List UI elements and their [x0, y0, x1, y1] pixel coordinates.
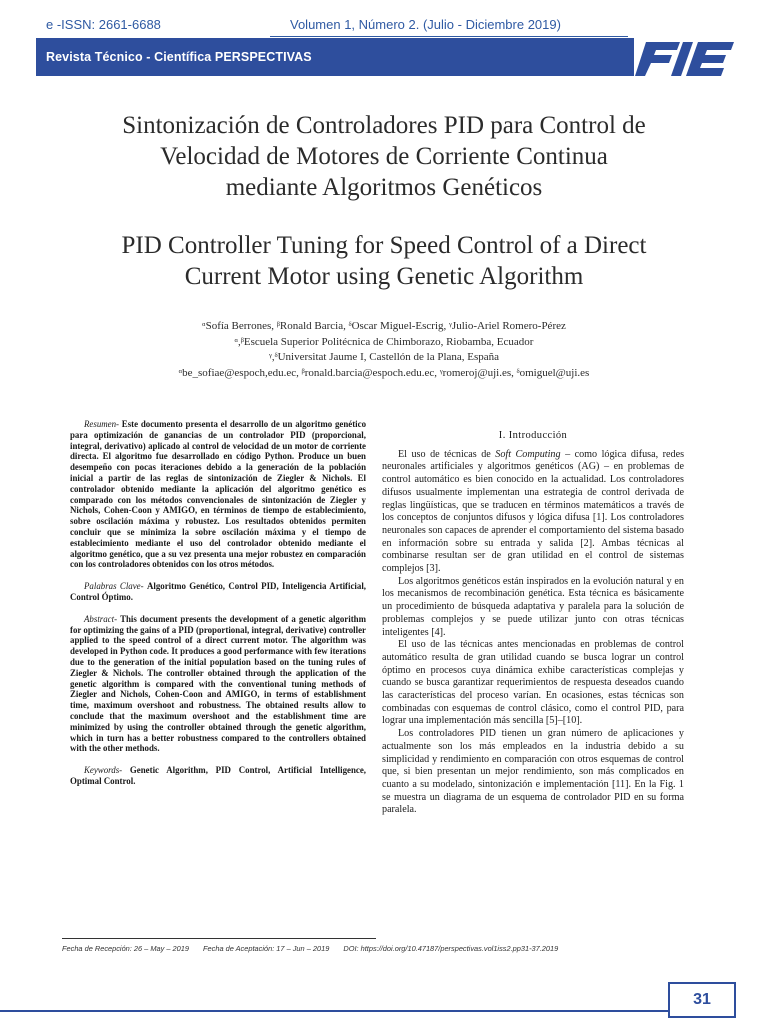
- doi-link[interactable]: DOI: https://doi.org/10.47187/perspectivas.vol1iss2.pp31-37.2019: [343, 944, 559, 953]
- keywords-paragraph: [70, 765, 366, 787]
- abstract-text: This document presents the development of a genetic algorithm for optimizing the gains of a PID (proportional, integral, derivative) controller applied to the speed control of a direct current motor. The algorithm was developed in Python code. It produces a good performance with few iterations due to the generation of the initial population based on the tuning rules of Ziegler & Nichols. The controller obtained through the application of the genetic algorithm is compared with the conventional tuning methods of Ziegler and Nichols, Cohen-Coon and AMIGO, in terms of establishment time, maximum overshoot and robustness. The obtained results allow to conclude that the maximum overshoot and the establishment time are minimized by using the controller obtained through the genetic algorithm, which in turn has a better robustness compared to the controllers obtained with the other methods.: [70, 613, 366, 754]
- volume-label: Volumen 1, Número 2. (Julio - Diciembre 2019): [290, 17, 561, 32]
- title-spanish: [40, 110, 728, 203]
- intro-p1-start: El uso de técnicas de: [398, 448, 496, 460]
- resumen-paragraph: [70, 419, 366, 570]
- keywords-label: Keywords-: [84, 765, 123, 776]
- intro-paragraph: El uso de las técnicas antes mencionadas en problemas de control automático resulta de gran utilidad cuando se busca lograr un control óptimo en procesos cuya dinámica exhibe características complejas y cuando se busca garantizar requerimientos de respuesta deseados cuando las características del proceso varían. En ocasiones, estas técnicas son combinadas con esquemas de control clásico, como el control PID, para lograr una implementación más sencilla [5]–[10].: [382, 639, 684, 727]
- footer-dates: [62, 944, 570, 953]
- acceptance-date: Fecha de Aceptación: 17 – Jun – 2019: [203, 944, 330, 953]
- palabras-paragraph: [70, 581, 366, 603]
- affiliation-1: ᵅ,ᵝEscuela Superior Politécnica de Chimborazo, Riobamba, Ecuador: [234, 335, 534, 348]
- reception-date: Fecha de Recepción: 26 – May – 2019: [62, 944, 189, 953]
- section-heading: I. Introducción: [498, 430, 568, 441]
- intro-paragraph: Los controladores PID tienen un gran número de aplicaciones y actualmente son los más empleados en la industria debido a su simplicidad y rendimiento en comparación con otros esquemas de control que, si bien presentan un mejor rendimiento, son más complicados en cuanto a su modelado, sintonización e implementación [11]. En la Fig. 1 se muestra un diagrama de un esquema de controlador PID en su forma paralela.: [382, 728, 684, 816]
- page-number: 31: [668, 982, 736, 1018]
- page-bar: [0, 1010, 668, 1012]
- author-emails: ᵅbe_sofiae@espoch,edu.ec, ᵝronald.barcia@espoch.edu.ec, ᵞromeroj@uji.es, ᵟomiguel@uji.es: [178, 366, 590, 379]
- intro-paragraph: [382, 449, 684, 576]
- resumen-text: Este documento presenta el desarrollo de un algoritmo genético para optimización de ganancias de un controlador PID (proporcional, integral, derivativo) aplicado al control de velocidad de un motor de corriente directa. El algoritmo fue desarrollado en código Python. Produce un buen desempeño con pocas iteraciones debido a la generación de la población inicial a partir de las reglas de sintonización de Ziegler & Nichols. El controlador obtenido mediante la aplicación del algoritmo genético es comparado con los métodos convencionales de sintonización de Ziegler y Nichols, Cohen-Coon y AMIGO, en términos de tiempo de establecimiento, sobre oscilación máxima y robustez. Los resultados obtenidos permiten concluir que se minimiza la sobre oscilación máxima y el tiempo de establecimiento mediante el uso del controlador obtenido mediante el algoritmo genético, que a su vez presenta una mejor robustez en comparación con los controladores obtenidos con los otros métodos.: [70, 419, 367, 570]
- intro-p1-rest: – como lógica difusa, redes neuronales artificiales y algoritmos genéticos (AG) – en problemas de control automático es bien conocido en la actualidad. Los controladores difusos usualmente implementan una estrategia de control derivada de reglas lingüísticas, que se traducen en términos matemáticos a través de los conceptos de conjuntos difusos y lógica difusa [1]. Los controladores neuronales son capaces de aprender el comportamiento del sistema basado en información sobre su entrada y salida [2]. Ambas técnicas al combinarse resultan ser de gran utilidad en el control de sistemas complejos [3].: [382, 448, 685, 575]
- header-rule: [270, 36, 628, 37]
- palabras-text: Algoritmo Genético, Control PID, Inteligencia Artificial, Control Óptimo.: [70, 581, 367, 602]
- title-english: [40, 230, 728, 292]
- introduction-column: [382, 430, 684, 817]
- abstract-column: [70, 419, 366, 798]
- affiliation-2: ᵞ,ᵟUniversitat Jaume I, Castellón de la Plana, España: [268, 351, 500, 363]
- title-es-line: Sintonización de Controladores PID para Control de: [122, 112, 646, 139]
- intro-p1-term: Soft Computing: [495, 448, 561, 460]
- resumen-label: Resumen-: [84, 419, 119, 429]
- title-es-line: mediante Algoritmos Genéticos: [225, 174, 543, 201]
- palabras-label: Palabras Clave-: [84, 581, 144, 592]
- journal-name: Revista Técnico - Científica PERSPECTIVAS: [46, 50, 312, 64]
- issn-label: e -ISSN: 2661-6688: [46, 17, 161, 32]
- fie-logo: [634, 36, 738, 80]
- author-block: [100, 319, 668, 381]
- title-en-line: PID Controller Tuning for Speed Control of a Direct: [121, 232, 647, 259]
- keywords-text: Genetic Algorithm, PID Control, Artificial Intelligence, Optimal Control.: [70, 765, 366, 786]
- footnote-rule: [62, 938, 376, 939]
- intro-paragraph: Los algoritmos genéticos están inspirados en la evolución natural y en los mecanismos de recombinación genética. Esta técnica es básicamente un procedimiento de búsqueda adaptativa y paralela para la solución de problemas complejos y se puede utilizar junto con otras técnicas inteligentes [4].: [382, 575, 684, 638]
- title-en-line: Current Motor using Genetic Algorithm: [184, 263, 584, 290]
- title-es-line: Velocidad de Motores de Corriente Continua: [160, 143, 608, 170]
- abstract-label: Abstract-: [84, 613, 118, 624]
- abstract-paragraph: [70, 614, 366, 754]
- author-names: ᵅSofía Berrones, ᵝRonald Barcia, ᵟOscar Miguel-Escrig, ᵞJulio-Ariel Romero-Pérez: [202, 320, 566, 332]
